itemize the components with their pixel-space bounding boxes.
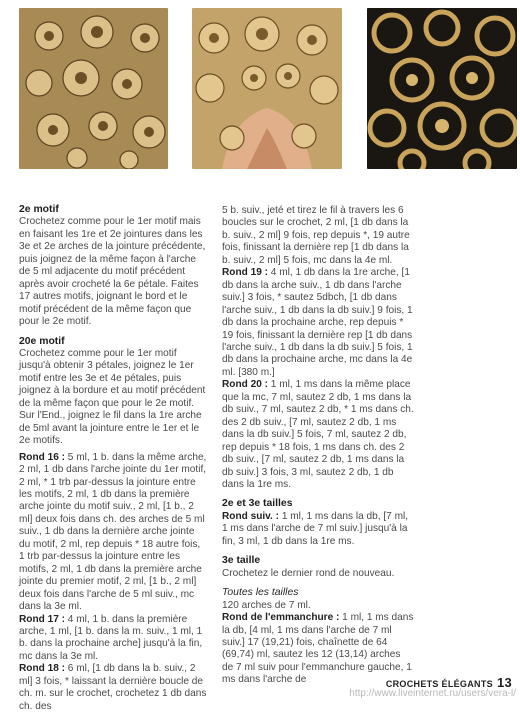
rond20-paragraph (222, 379, 414, 491)
rond19-text: 4 ml, 1 db dans la 1re arche, [1 db dans la arche suiv., 1 db dans l'arche suiv.] 3 fois, * sautez 5dbch, [1 db dans l'arche suiv., 1 db dans la db suiv.] 9 fois, 1 db dans la prochaine arche, rep depuis * 19 fois, finissant la dernière rep [1 db dans l'arche suiv., 1 db dans la db suiv.] 5 fois, 1 db dans la prochaine arche, mc dans la 4e ml. [380 m.] (222, 267, 413, 378)
motif20-heading: 20e motif (19, 335, 65, 347)
motif2-heading: 2e motif (19, 204, 59, 215)
right-text-column (222, 205, 414, 687)
left-text-column (19, 204, 207, 713)
rond18-text: 6 ml, [1 db dans la b. suiv., 2 ml] 3 fois, * laissant la dernière boucle de ch. m. sur le crochet, crochetez 1 db dans ch. des (19, 663, 207, 712)
size-3-heading: 3e taille (222, 555, 261, 567)
rond17-text: 4 ml, 1 b. dans la première arche, 1 ml, [1 b. dans la m. suiv., 1 ml, 1 b. dans la prochaine arche] jusqu'à la fin, mc dans la 3e ml. (19, 613, 203, 662)
motif20-text: Crochetez comme pour le 1er motif jusqu'à obtenir 3 pétales, joignez le 1er motif entre les 3e et 4e pétales, puis joignez à la bordure et au motif précédent de la même façon que pour le 2e motif. Sur l'End., joignez le fil dans la 1re arche de 5ml avant la jointure entre le 1er et le 2e motifs. (19, 347, 206, 447)
crochet-detail-photo-1 (19, 8, 168, 169)
crochet-lace-photo-3 (367, 8, 517, 169)
armhole-text: 1 ml, 1 ms dans la db, [4 ml, 1 ms dans l'arche de 7 ml suiv.] 17 (19,21) fois, chaînette de 64 (69,74) ml, sautez les 12 (13,14) arches de 7 ml suiv pour l'emmanchure gauche, 1 ms dans l'arche de (222, 612, 414, 686)
source-url-watermark[interactable]: http://www.liveinternet.ru/users/vera-l/ (349, 688, 516, 699)
rond16-text: 5 ml, 1 b. dans la même arche, 2 ml, 1 db dans l'arche jointe du 1er motif, 2 ml, * 1 trb par-dessus la jointure entre les motifs, 2 ml, 1 db dans la première arche jointe du motif suiv., 2 ml, [1 b., 2 ml] deux fois dans ch. des arches de 5 ml suiv., 1 db dans la dernière arche jointe du motif, 2 ml, rep depuis * 18 autre fois, 1 trb par-dessus la jointure entre les motifs, 2 ml, 1 db dans la première arche jointe du premier motif, 2 ml, [1 b., 2 ml] deux fois dans l'arche de 5 ml suiv., mc dans la 3e ml. (19, 451, 207, 613)
sizes-2-3-heading: 2e et 3e tailles (222, 498, 293, 510)
rondsuiv-text: 1 ml, 1 ms dans la db, [7 ml, 1 ms dans l'arche de 7 ml suiv.] jusqu'à la fin, 3 ml, 1 db dans la 1re ms. (222, 510, 409, 547)
size-3-text: Crochetez le dernier rond de nouveau. (222, 567, 395, 579)
rond19-label: Rond 19 : (222, 267, 268, 279)
footer-section: CROCHETS ÉLÉGANTS (385, 679, 493, 689)
rondsuiv-paragraph (222, 511, 414, 548)
rond20-label: Rond 20 : (222, 379, 268, 391)
rond16-paragraph (19, 452, 207, 614)
all-sizes-heading: Toutes les tailles (222, 587, 299, 599)
rond20-text: 1 ml, 1 ms dans la même place que la mc, 7 ml, sautez 2 db, 1 ms dans la db suiv., 7 ml, sautez 2 db, * 1 ms dans ch. des 2 db suiv., [7 ml, sautez 2 db, 1 ms dans la db suiv.] 5 fois, 7 ml, sautez 2 db, rep depuis * 18 fois, 1 ms dans ch. des 2 db suiv., [7 ml, sautez 2 db, 1 ms dans la db suiv.] 3 fois, 3 ml, sautez 2 db, 1 db dans la 1re ms. (222, 379, 414, 490)
rond18-label: Rond 18 : (19, 663, 65, 675)
rond19-paragraph (222, 267, 414, 379)
page-number: 13 (496, 675, 512, 690)
rond17-label: Rond 17 : (19, 613, 65, 625)
rondsuiv-label: Rond suiv. : (222, 510, 280, 522)
rond17-paragraph (19, 614, 207, 664)
rond16-label: Rond 16 : (19, 451, 65, 463)
rond18-paragraph (19, 663, 207, 713)
rond18-continuation: 5 b. suiv., jeté et tirez le fil à travers les 6 boucles sur le crochet, 2 ml, [1 db dans la b. suiv., 2 ml] 9 fois, rep depuis *, 19 autre fois, finissant la dernière rep [1 db dans la b. suiv., 2 ml] 5 fois, mc dans la 4e ml. (222, 205, 410, 266)
all-sizes-text: 120 arches de 7 ml. (222, 599, 311, 611)
crochet-model-photo-2 (192, 8, 342, 169)
motif2-text: Crochetez comme pour le 1er motif mais en faisant les 1re et 2e jointures dans les 3e et 2e arches de la jointure précédente, puis joignez de la même façon à l'arche de 5 ml adjacente du motif précédent après avoir crocheté la 6e pétale. Faites 17 autres motifs, joignant le bord et le motif précédent de la même façon que pour le 2e motif. (19, 216, 206, 328)
armhole-label: Rond de l'emmanchure : (222, 612, 340, 624)
